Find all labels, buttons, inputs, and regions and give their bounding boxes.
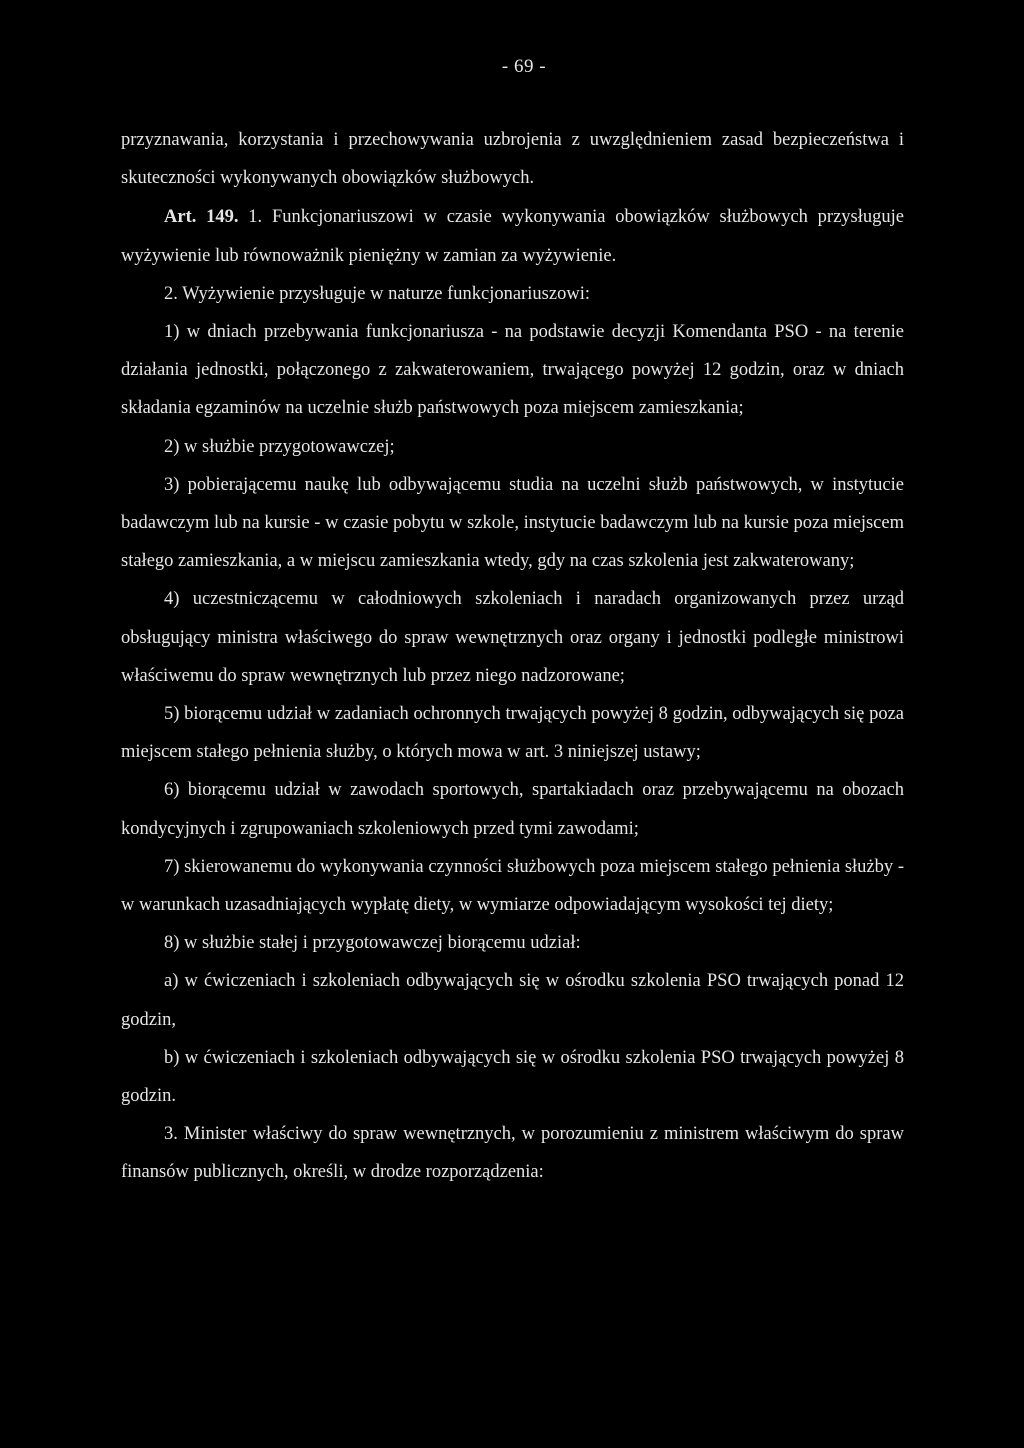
list-item-8: 8) w służbie stałej i przygotowawczej biorącemu udział:: [164, 933, 581, 954]
list-item-2: 2) w służbie przygotowawczej;: [164, 436, 395, 457]
paragraph-2: 2. Wyżywienie przysługuje w naturze funkcjonariuszowi:: [164, 283, 590, 304]
list-item-7: 7) skierowanemu do wykonywania czynności służbowych poza miejscem stałego pełnienia służby - w warunkach uzasadniających wypłatę diety, w wymiarze odpowiadającym wysokości tej diety;: [121, 856, 904, 916]
intro-paragraph: przyznawania, korzystania i przechowywania uzbrojenia z uwzględnieniem zasad bezpieczeństwa i skuteczności wykonywanych obowiązków służbowych.: [121, 130, 904, 189]
list-item-4: 4) uczestniczącemu w całodniowych szkoleniach i naradach organizowanych przez urząd obsługujący ministra właściwego do spraw wewnętrznych oraz organy i jednostki podległe ministrowi właściwemu do spraw wewnętrznych lub przez niego nadzorowane;: [121, 589, 904, 686]
sub-item-b: b) w ćwiczeniach i szkoleniach odbywających się w ośrodku szkolenia PSO trwających powyżej 8 godzin.: [121, 1047, 904, 1107]
list-item-1: 1) w dniach przebywania funkcjonariusza - na podstawie decyzji Komendanta PSO - na terenie działania jednostki, połączonego z zakwaterowaniem, trwającego powyżej 12 godzin, oraz w dniach składania egzaminów na uczelnie służb państwowych poza miejscem zamieszkania;: [121, 322, 904, 419]
article-text: 1. Funkcjonariuszowi w czasie wykonywania obowiązków służbowych przysługuje wyżywienie lub równoważnik pieniężny w zamian za wyżywienie.: [121, 207, 904, 266]
page-number: - 69 -: [501, 56, 547, 77]
article-149-paragraph-1: [121, 198, 904, 274]
list-item-5: 5) biorącemu udział w zadaniach ochronnych trwających powyżej 8 godzin, odbywających się poza miejscem stałego pełnienia służby, o których mowa w art. 3 niniejszej ustawy;: [121, 704, 904, 763]
document-body: [121, 121, 904, 1192]
article-label: Art. 149.: [164, 207, 239, 228]
list-item-3: 3) pobierającemu naukę lub odbywającemu studia na uczelni służb państwowych, w instytucie badawczym lub na kursie - w czasie pobytu w szkole, instytucie badawczym lub na kursie poza miejscem stałego zamieszkania, a w miejscu zamieszkania wtedy, gdy na czas szkolenia jest zakwaterowany;: [121, 474, 904, 572]
sub-item-a: a) w ćwiczeniach i szkoleniach odbywających się w ośrodku szkolenia PSO trwających ponad 12 godzin,: [121, 971, 904, 1030]
list-item-6: 6) biorącemu udział w zawodach sportowych, spartakiadach oraz przebywającemu na obozach kondycyjnych i zgrupowaniach szkoleniowych przed tymi zawodami;: [121, 780, 904, 839]
paragraph-3: 3. Minister właściwy do spraw wewnętrznych, w porozumieniu z ministrem właściwym do spraw finansów publicznych, określi, w drodze rozporządzenia:: [121, 1124, 904, 1183]
